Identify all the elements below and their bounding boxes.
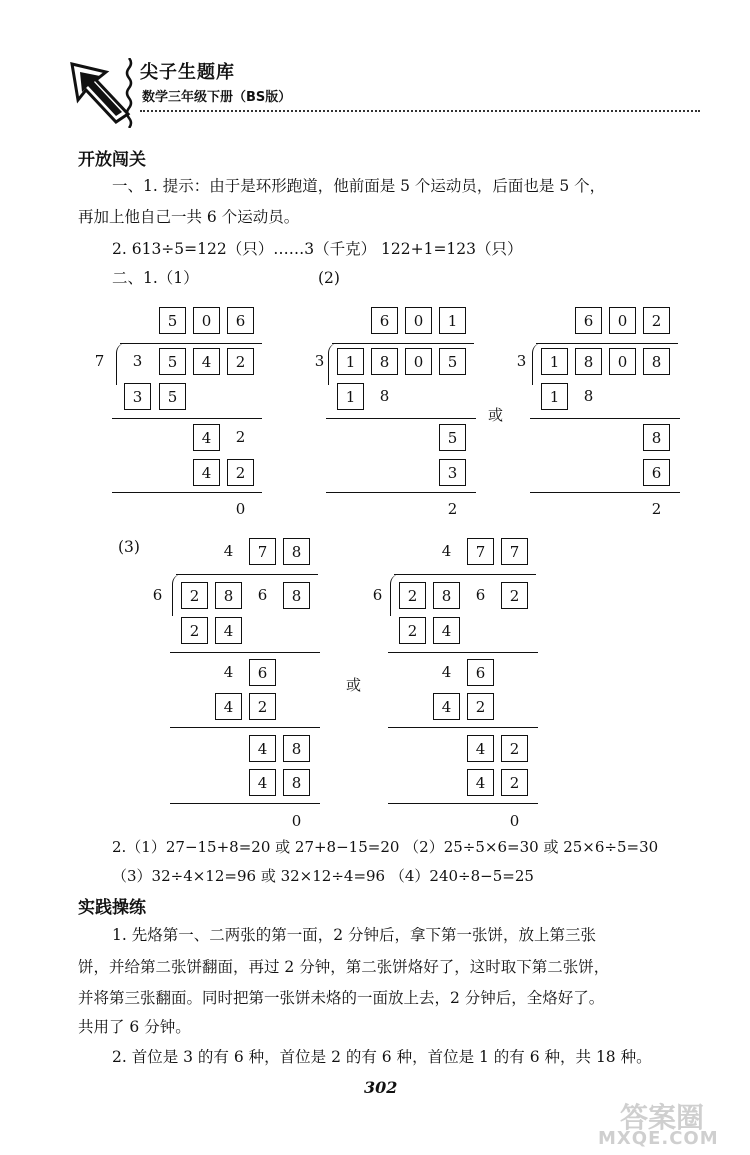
quotient-box: 1: [439, 307, 466, 334]
label-2: (2): [318, 269, 340, 287]
subtract-line: [112, 418, 262, 419]
final-remainder: 2: [447, 500, 458, 518]
quotient-box: 0: [609, 307, 636, 334]
answer-2-line-2: （3）32÷4×12=96 或 32×12÷4=96 （4）240÷8−5=25: [112, 867, 534, 885]
dividend-box: 2: [501, 582, 528, 609]
dividend-digit: 6: [257, 586, 268, 604]
quotient-box: 0: [193, 307, 220, 334]
subtract-line: [388, 727, 538, 728]
subtract-box: 2: [399, 617, 426, 644]
division-bar: [536, 343, 678, 344]
quotient-box: 6: [227, 307, 254, 334]
header-rule: [140, 110, 700, 112]
subtract-box: 4: [215, 693, 242, 720]
dividend-box: 8: [283, 582, 310, 609]
final-remainder: 0: [235, 500, 246, 518]
quotient-box: 8: [283, 538, 310, 565]
quotient-digit: 4: [223, 542, 234, 560]
subtract-line: [112, 492, 262, 493]
remainder-digit: 2: [235, 428, 246, 446]
remainder-box: 6: [249, 659, 276, 686]
divisor: 3: [516, 352, 527, 370]
dividend-box: 2: [181, 582, 208, 609]
practice-paragraph-1-line-4: 共用了 6 分钟。: [78, 1018, 191, 1036]
subtract-line: [388, 652, 538, 653]
subtract-box: 4: [433, 693, 460, 720]
dividend-digit: 3: [132, 352, 143, 370]
subtract-line: [170, 803, 320, 804]
book-subtitle: 数学三年级下册（BS版）: [142, 90, 292, 105]
quotient-box: 6: [371, 307, 398, 334]
page-header: [0, 0, 750, 140]
divisor: 3: [314, 352, 325, 370]
paragraph-1-line-1: 一、1. 提示：由于是环形跑道，他前面是 5 个运动员，后面也是 5 个，: [112, 177, 606, 195]
subtract-box: 3: [124, 383, 151, 410]
paragraph-2: 2. 613÷5=122（只）……3（千克） 122+1=123（只）: [112, 240, 523, 258]
subtract-line: [530, 418, 680, 419]
remainder-box: 4: [193, 424, 220, 451]
paragraph-3-label: 二、1.（1）: [112, 269, 199, 287]
dividend-box: 2: [399, 582, 426, 609]
section-title-open: 开放闯关: [78, 150, 146, 170]
division-bar: [176, 574, 318, 575]
remainder-box: 5: [439, 424, 466, 451]
subtract-line: [326, 492, 476, 493]
quotient-digit: 4: [441, 542, 452, 560]
subtract-box: 6: [643, 459, 670, 486]
answer-2-line-1: 2.（1）27−15+8=20 或 27+8−15=20 （2）25÷5×6=30 或 25×6÷5=30: [112, 838, 659, 856]
final-remainder: 0: [291, 812, 302, 830]
subtract-box: 2: [501, 769, 528, 796]
subtract-box: 4: [467, 769, 494, 796]
dividend-box: 4: [193, 348, 220, 375]
subtract-line: [170, 652, 320, 653]
remainder-box: 6: [467, 659, 494, 686]
label-3: (3): [118, 538, 140, 556]
subtract-box: 4: [433, 617, 460, 644]
dividend-box: 8: [371, 348, 398, 375]
division-bar: [120, 343, 262, 344]
subtract-line: [388, 803, 538, 804]
subtract-box: 2: [249, 693, 276, 720]
divisor: 6: [372, 586, 383, 604]
paragraph-1-line-2: 再加上他自己一共 6 个运动员。: [78, 208, 300, 226]
book-title: 尖子生题库: [140, 62, 235, 83]
dividend-box: 5: [439, 348, 466, 375]
quotient-box: 7: [467, 538, 494, 565]
subtract-digit: 8: [583, 387, 594, 405]
remainder-box: 4: [249, 735, 276, 762]
subtract-line: [326, 418, 476, 419]
dividend-box: 0: [609, 348, 636, 375]
subtract-box: 3: [439, 459, 466, 486]
page-number: 302: [364, 1078, 398, 1097]
final-remainder: 2: [651, 500, 662, 518]
remainder-digit: 4: [441, 663, 452, 681]
divisor: 6: [152, 586, 163, 604]
wavy-divider-icon: [124, 58, 134, 128]
division-bar: [394, 574, 536, 575]
subtract-box: 4: [249, 769, 276, 796]
quotient-box: 6: [575, 307, 602, 334]
subtract-box: 4: [193, 459, 220, 486]
practice-paragraph-1-line-3: 并将第三张翻面。同时把第一张饼未烙的一面放上去，2 分钟后，全烙好了。: [78, 989, 605, 1007]
dividend-digit: 6: [475, 586, 486, 604]
quotient-box: 0: [405, 307, 432, 334]
division-bar: [332, 343, 474, 344]
subtract-box: 4: [215, 617, 242, 644]
dividend-box: 8: [643, 348, 670, 375]
subtract-box: 8: [283, 769, 310, 796]
subtract-box: 2: [181, 617, 208, 644]
dividend-box: 5: [159, 348, 186, 375]
dividend-box: 0: [405, 348, 432, 375]
remainder-digit: 4: [223, 663, 234, 681]
or-label: 或: [488, 406, 504, 424]
dividend-box: 1: [541, 348, 568, 375]
quotient-box: 5: [159, 307, 186, 334]
or-label: 或: [346, 676, 362, 694]
remainder-box: 8: [283, 735, 310, 762]
practice-paragraph-1-line-1: 1. 先烙第一、二两张的第一面，2 分钟后，拿下第一张饼，放上第三张: [112, 926, 597, 944]
watermark-url: MXQE.COM: [598, 1128, 719, 1149]
section-title-practice: 实践操练: [78, 898, 146, 918]
subtract-box: 2: [467, 693, 494, 720]
quotient-box: 2: [643, 307, 670, 334]
final-remainder: 0: [509, 812, 520, 830]
dividend-box: 1: [337, 348, 364, 375]
watermark-logo: 答案圈: [620, 1101, 705, 1134]
divisor: 7: [94, 352, 105, 370]
practice-paragraph-1-line-2: 饼，并给第二张饼翻面，再过 2 分钟，第二张饼烙好了，这时取下第二张饼，: [78, 958, 610, 976]
subtract-box: 1: [541, 383, 568, 410]
dividend-box: 8: [433, 582, 460, 609]
remainder-box: 4: [467, 735, 494, 762]
remainder-box: 8: [643, 424, 670, 451]
subtract-line: [170, 727, 320, 728]
quotient-box: 7: [501, 538, 528, 565]
dividend-box: 8: [575, 348, 602, 375]
subtract-box: 5: [159, 383, 186, 410]
dividend-box: 2: [227, 348, 254, 375]
subtract-line: [530, 492, 680, 493]
subtract-box: 1: [337, 383, 364, 410]
quotient-box: 7: [249, 538, 276, 565]
remainder-box: 2: [501, 735, 528, 762]
practice-paragraph-2: 2. 首位是 3 的有 6 种，首位是 2 的有 6 种，首位是 1 的有 6 种，共 18 种。: [112, 1048, 652, 1066]
subtract-box: 2: [227, 459, 254, 486]
dividend-box: 8: [215, 582, 242, 609]
subtract-digit: 8: [379, 387, 390, 405]
